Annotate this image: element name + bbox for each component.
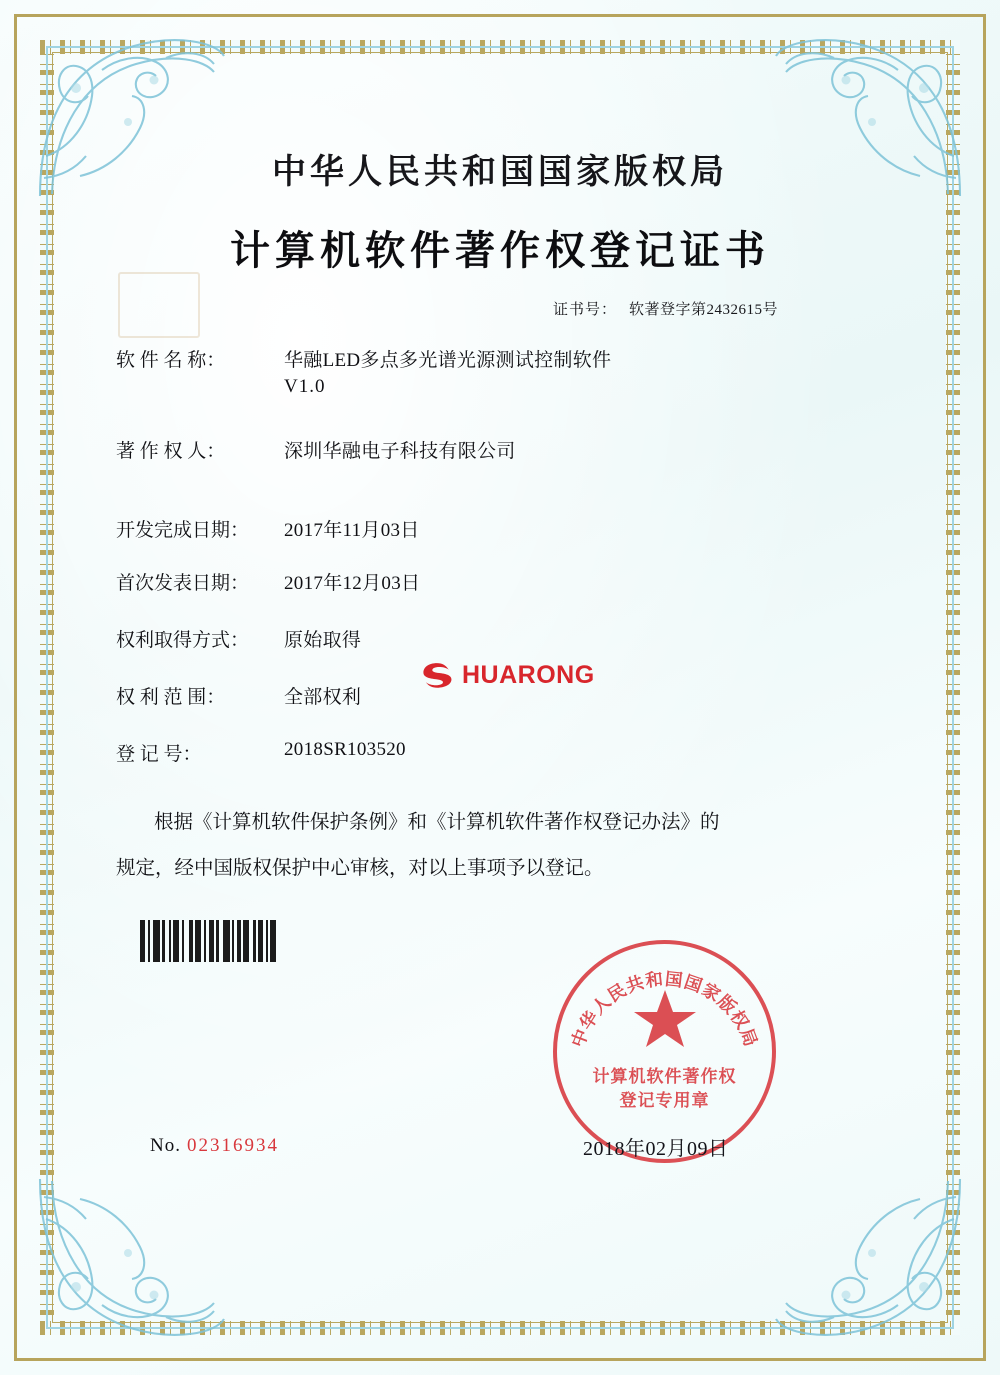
field-value: 原始取得 xyxy=(284,630,362,651)
statement-paragraph xyxy=(70,800,930,892)
field-value: 2017年12月03日 xyxy=(284,573,421,594)
field-row-registration-number xyxy=(116,739,930,766)
certificate-number xyxy=(70,298,930,319)
serial-number-label: No. xyxy=(150,1135,181,1156)
field-label: 首次发表日期： xyxy=(116,573,250,594)
field-label: 权利取得方式： xyxy=(116,630,250,651)
field-label: 著 作 权 人： xyxy=(116,441,226,462)
field-label: 登 记 号： xyxy=(116,744,202,765)
huarong-logo xyxy=(420,660,595,690)
official-seal xyxy=(553,940,776,1163)
certificate-number-label: 证书号： xyxy=(552,302,617,318)
field-value-text: 华融LED多点多光谱光源测试控制软件 xyxy=(284,350,612,371)
statement-line-1: 根据《计算机软件保护条例》和《计算机软件著作权登记办法》的 xyxy=(154,812,720,833)
field-value xyxy=(284,345,930,398)
serial-number-value: 02316934 xyxy=(186,1135,279,1156)
field-value-version: V1.0 xyxy=(284,376,326,397)
field-row-first-publish-date xyxy=(116,568,930,595)
field-value: 2017年11月03日 xyxy=(284,520,420,541)
statement-line-2: 规定，经中国版权保护中心审核，对以上事项予以登记。 xyxy=(116,858,604,879)
field-value: 深圳华融电子科技有限公司 xyxy=(284,441,516,462)
certificate-number-value: 软著登字第2432615号 xyxy=(628,302,778,318)
barcode xyxy=(140,920,310,962)
field-row-software-name xyxy=(116,345,930,398)
seal-arc-text xyxy=(557,944,772,1159)
field-label: 软 件 名 称： xyxy=(116,350,226,371)
seal-date: 2018年02月09日 xyxy=(583,1138,729,1160)
field-value: 全部权利 xyxy=(284,687,362,708)
huarong-logo-text: HUARONG xyxy=(462,660,595,689)
seal-arc-label: 中华人民共和国国家版权局 xyxy=(568,969,761,1051)
star-icon xyxy=(634,988,696,1048)
issuer-title: 中华人民共和国国家版权局 xyxy=(272,152,728,192)
field-row-acquisition-method xyxy=(116,625,930,652)
seal-line-1: 计算机软件著作权 xyxy=(592,1067,737,1087)
field-value: 2018SR103520 xyxy=(284,739,406,760)
seal-line-2: 登记专用章 xyxy=(619,1091,710,1111)
field-row-copyright-owner xyxy=(116,436,930,463)
field-list xyxy=(70,345,930,766)
serial-number xyxy=(150,1135,279,1157)
field-label: 开发完成日期： xyxy=(116,520,250,541)
huarong-logo-icon xyxy=(420,660,454,690)
certificate-title: 计算机软件著作权登记证书 xyxy=(230,227,770,274)
field-label: 权 利 范 围： xyxy=(116,687,226,708)
field-row-development-date xyxy=(116,515,930,542)
